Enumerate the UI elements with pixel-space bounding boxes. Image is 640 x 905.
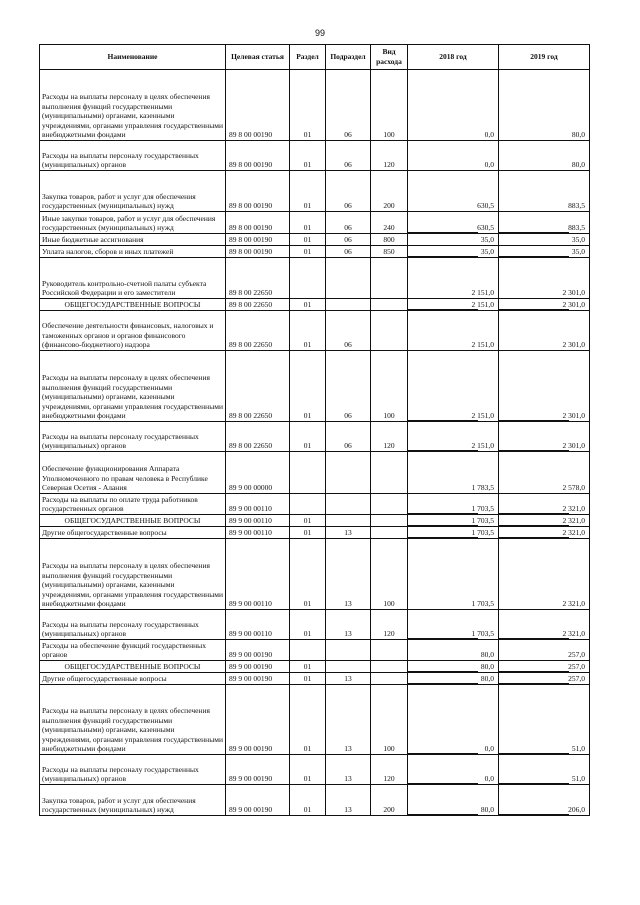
- table-row: [40, 515, 590, 527]
- name-cell: Расходы на выплаты персоналу в целях обеспечения выполнения функций государственными (муниципальными) органами, казенными учреждениями, органами управления государственными внебюджетными фондами: [40, 351, 226, 422]
- expense-type-cell: 200: [371, 171, 408, 212]
- subsection-cell: [326, 452, 371, 494]
- target-cell: 89 8 00 22650: [226, 351, 290, 422]
- name-cell: Обеспечение функционирования Аппарата Уполномоченного по правам человека в Республике Северная Осетия - Алания: [40, 452, 226, 494]
- amount-2018-cell: 80,0: [408, 661, 499, 673]
- amount-2018-cell: 80,0: [408, 673, 499, 685]
- table-row: [40, 755, 590, 785]
- amount-2019-cell: 2 301,0: [499, 351, 590, 422]
- table-row: [40, 610, 590, 640]
- name-cell: ОБЩЕГОСУДАРСТВЕННЫЕ ВОПРОСЫ: [40, 661, 226, 673]
- amount-2019-cell: 2 321,0: [499, 539, 590, 610]
- section-cell: 01: [290, 70, 326, 141]
- target-cell: 89 9 00 00190: [226, 661, 290, 673]
- budget-table: [39, 44, 590, 816]
- subsection-cell: 06: [326, 311, 371, 351]
- target-cell: 89 9 00 00110: [226, 494, 290, 515]
- target-cell: 89 8 00 00190: [226, 141, 290, 171]
- amount-2018-cell: 2 151,0: [408, 422, 499, 452]
- section-cell: 01: [290, 422, 326, 452]
- table-row: [40, 785, 590, 816]
- amount-2019-cell: 35,0: [499, 246, 590, 258]
- target-cell: 89 9 00 00110: [226, 610, 290, 640]
- amount-2019-cell: 257,0: [499, 673, 590, 685]
- section-cell: 01: [290, 515, 326, 527]
- amount-2018-cell: 0,0: [408, 685, 499, 755]
- table-row: [40, 494, 590, 515]
- name-cell: Расходы на выплаты персоналу государственных (муниципальных) органов: [40, 141, 226, 171]
- table-row: [40, 640, 590, 661]
- column-header-target: Целевая статья: [226, 45, 290, 70]
- table-row: [40, 422, 590, 452]
- amount-2018-cell: 2 151,0: [408, 351, 499, 422]
- table-row: [40, 141, 590, 171]
- expense-type-cell: [371, 640, 408, 661]
- table-row: [40, 246, 590, 258]
- subsection-cell: 13: [326, 673, 371, 685]
- table-row: [40, 311, 590, 351]
- amount-2019-cell: 51,0: [499, 755, 590, 785]
- column-header-expense-type: Вид расхода: [371, 45, 408, 70]
- subsection-cell: 06: [326, 234, 371, 246]
- subsection-cell: 13: [326, 685, 371, 755]
- column-header-section: Раздел: [290, 45, 326, 70]
- subsection-cell: 13: [326, 539, 371, 610]
- amount-2018-cell: 2 151,0: [408, 258, 499, 299]
- expense-type-cell: [371, 661, 408, 673]
- amount-2019-cell: 2 321,0: [499, 610, 590, 640]
- section-cell: [290, 258, 326, 299]
- expense-type-cell: 100: [371, 70, 408, 141]
- subsection-cell: 06: [326, 171, 371, 212]
- expense-type-cell: [371, 673, 408, 685]
- name-cell: ОБЩЕГОСУДАРСТВЕННЫЕ ВОПРОСЫ: [40, 299, 226, 311]
- target-cell: 89 9 00 00000: [226, 452, 290, 494]
- amount-2019-cell: 2 301,0: [499, 299, 590, 311]
- amount-2018-cell: 1 703,5: [408, 539, 499, 610]
- amount-2018-cell: 2 151,0: [408, 299, 499, 311]
- table-row: [40, 70, 590, 141]
- column-header-2018: 2018 год: [408, 45, 499, 70]
- amount-2019-cell: 2 321,0: [499, 494, 590, 515]
- target-cell: 89 9 00 00190: [226, 755, 290, 785]
- section-cell: 01: [290, 234, 326, 246]
- table-row: [40, 539, 590, 610]
- name-cell: Расходы на выплаты персоналу в целях обеспечения выполнения функций государственными (муниципальными) органами, казенными учреждениями, органами управления государственными внебюджетными фондами: [40, 539, 226, 610]
- amount-2019-cell: 51,0: [499, 685, 590, 755]
- name-cell: Другие общегосударственные вопросы: [40, 527, 226, 539]
- section-cell: 01: [290, 246, 326, 258]
- table-row: [40, 685, 590, 755]
- subsection-cell: 06: [326, 246, 371, 258]
- target-cell: 89 9 00 00190: [226, 685, 290, 755]
- table-row: [40, 234, 590, 246]
- name-cell: Расходы на выплаты по оплате труда работников государственных органов: [40, 494, 226, 515]
- expense-type-cell: 100: [371, 351, 408, 422]
- expense-type-cell: 200: [371, 785, 408, 816]
- amount-2019-cell: 2 301,0: [499, 258, 590, 299]
- table-row: [40, 171, 590, 212]
- section-cell: 01: [290, 212, 326, 234]
- amount-2018-cell: 0,0: [408, 755, 499, 785]
- section-cell: 01: [290, 755, 326, 785]
- subsection-cell: 13: [326, 527, 371, 539]
- section-cell: 01: [290, 610, 326, 640]
- subsection-cell: 06: [326, 70, 371, 141]
- expense-type-cell: 100: [371, 685, 408, 755]
- amount-2018-cell: 0,0: [408, 141, 499, 171]
- expense-type-cell: 100: [371, 539, 408, 610]
- target-cell: 89 8 00 22650: [226, 422, 290, 452]
- name-cell: Другие общегосударственные вопросы: [40, 673, 226, 685]
- target-cell: 89 9 00 00110: [226, 539, 290, 610]
- section-cell: 01: [290, 351, 326, 422]
- column-header-2019: 2019 год: [499, 45, 590, 70]
- expense-type-cell: 120: [371, 755, 408, 785]
- subsection-cell: [326, 494, 371, 515]
- expense-type-cell: [371, 299, 408, 311]
- target-cell: 89 8 00 00190: [226, 70, 290, 141]
- table-row: [40, 351, 590, 422]
- expense-type-cell: 120: [371, 610, 408, 640]
- amount-2019-cell: 35,0: [499, 234, 590, 246]
- table-row: [40, 452, 590, 494]
- subsection-cell: [326, 515, 371, 527]
- subsection-cell: 06: [326, 212, 371, 234]
- name-cell: Иные бюджетные ассигнования: [40, 234, 226, 246]
- amount-2019-cell: 2 301,0: [499, 422, 590, 452]
- target-cell: 89 8 00 22650: [226, 299, 290, 311]
- table-body: [40, 70, 590, 816]
- subsection-cell: [326, 661, 371, 673]
- section-cell: [290, 494, 326, 515]
- target-cell: 89 9 00 00190: [226, 785, 290, 816]
- amount-2019-cell: 2 301,0: [499, 311, 590, 351]
- section-cell: 01: [290, 785, 326, 816]
- section-cell: [290, 452, 326, 494]
- section-cell: 01: [290, 171, 326, 212]
- name-cell: Расходы на выплаты персоналу в целях обеспечения выполнения функций государственными (муниципальными) органами, казенными учреждениями, органами управления государственными внебюджетными фондами: [40, 685, 226, 755]
- name-cell: Иные закупки товаров, работ и услуг для обеспечения государственных (муниципальных) нужд: [40, 212, 226, 234]
- section-cell: 01: [290, 527, 326, 539]
- amount-2018-cell: 630,5: [408, 212, 499, 234]
- amount-2018-cell: 80,0: [408, 785, 499, 816]
- subsection-cell: 13: [326, 610, 371, 640]
- target-cell: 89 8 00 00190: [226, 171, 290, 212]
- table-row: [40, 673, 590, 685]
- section-cell: 01: [290, 311, 326, 351]
- amount-2019-cell: 2 321,0: [499, 515, 590, 527]
- amount-2018-cell: 35,0: [408, 246, 499, 258]
- name-cell: Закупка товаров, работ и услуг для обеспечения государственных (муниципальных) нужд: [40, 171, 226, 212]
- target-cell: 89 8 00 22650: [226, 311, 290, 351]
- target-cell: 89 8 00 22650: [226, 258, 290, 299]
- name-cell: Руководитель контрольно-счетной палаты субъекта Российской Федерации и его заместители: [40, 258, 226, 299]
- amount-2018-cell: 0,0: [408, 70, 499, 141]
- name-cell: Расходы на выплаты персоналу в целях обеспечения выполнения функций государственными (муниципальными) органами, казенными учреждениями, органами управления государственными внебюджетными фондами: [40, 70, 226, 141]
- amount-2019-cell: 257,0: [499, 640, 590, 661]
- section-cell: [290, 640, 326, 661]
- section-cell: 01: [290, 685, 326, 755]
- amount-2019-cell: 883,5: [499, 171, 590, 212]
- column-header-name: Наименование: [40, 45, 226, 70]
- amount-2019-cell: 883,5: [499, 212, 590, 234]
- target-cell: 89 9 00 00110: [226, 527, 290, 539]
- name-cell: Расходы на выплаты персоналу государственных (муниципальных) органов: [40, 422, 226, 452]
- expense-type-cell: 850: [371, 246, 408, 258]
- amount-2018-cell: 2 151,0: [408, 311, 499, 351]
- amount-2019-cell: 80,0: [499, 141, 590, 171]
- name-cell: Обеспечение деятельности финансовых, налоговых и таможенных органов и органов финансового (финансово-бюджетного) надзора: [40, 311, 226, 351]
- subsection-cell: 13: [326, 785, 371, 816]
- section-cell: 01: [290, 299, 326, 311]
- target-cell: 89 8 00 00190: [226, 212, 290, 234]
- target-cell: 89 9 00 00110: [226, 515, 290, 527]
- expense-type-cell: [371, 311, 408, 351]
- amount-2019-cell: 2 321,0: [499, 527, 590, 539]
- expense-type-cell: [371, 494, 408, 515]
- subsection-cell: 06: [326, 422, 371, 452]
- name-cell: Расходы на выплаты персоналу государственных (муниципальных) органов: [40, 755, 226, 785]
- expense-type-cell: [371, 527, 408, 539]
- expense-type-cell: [371, 515, 408, 527]
- target-cell: 89 8 00 00190: [226, 234, 290, 246]
- subsection-cell: 13: [326, 755, 371, 785]
- subsection-cell: [326, 258, 371, 299]
- table-row: [40, 212, 590, 234]
- expense-type-cell: [371, 452, 408, 494]
- amount-2019-cell: 2 578,0: [499, 452, 590, 494]
- amount-2018-cell: 35,0: [408, 234, 499, 246]
- amount-2018-cell: 80,0: [408, 640, 499, 661]
- amount-2018-cell: 1 703,5: [408, 527, 499, 539]
- amount-2018-cell: 1 703,5: [408, 610, 499, 640]
- name-cell: Расходы на обеспечение функций государственных органов: [40, 640, 226, 661]
- subsection-cell: 06: [326, 351, 371, 422]
- amount-2018-cell: 1 783,5: [408, 452, 499, 494]
- table-row: [40, 258, 590, 299]
- name-cell: ОБЩЕГОСУДАРСТВЕННЫЕ ВОПРОСЫ: [40, 515, 226, 527]
- name-cell: Расходы на выплаты персоналу государственных (муниципальных) органов: [40, 610, 226, 640]
- name-cell: Закупка товаров, работ и услуг для обеспечения государственных (муниципальных) нужд: [40, 785, 226, 816]
- expense-type-cell: 120: [371, 422, 408, 452]
- page-number: 99: [314, 28, 325, 38]
- amount-2018-cell: 1 703,5: [408, 494, 499, 515]
- amount-2018-cell: 1 703,5: [408, 515, 499, 527]
- table-row: [40, 661, 590, 673]
- section-cell: 01: [290, 673, 326, 685]
- subsection-cell: 06: [326, 141, 371, 171]
- subsection-cell: [326, 640, 371, 661]
- expense-type-cell: 120: [371, 141, 408, 171]
- expense-type-cell: 240: [371, 212, 408, 234]
- expense-type-cell: [371, 258, 408, 299]
- table-header-row: [40, 45, 590, 70]
- target-cell: 89 9 00 00190: [226, 640, 290, 661]
- amount-2019-cell: 206,0: [499, 785, 590, 816]
- amount-2018-cell: 630,5: [408, 171, 499, 212]
- column-header-subsection: Подраздел: [326, 45, 371, 70]
- section-cell: 01: [290, 661, 326, 673]
- table-row: [40, 527, 590, 539]
- amount-2019-cell: 80,0: [499, 70, 590, 141]
- target-cell: 89 8 00 00190: [226, 246, 290, 258]
- section-cell: 01: [290, 539, 326, 610]
- expense-type-cell: 800: [371, 234, 408, 246]
- target-cell: 89 9 00 00190: [226, 673, 290, 685]
- table-row: [40, 299, 590, 311]
- subsection-cell: [326, 299, 371, 311]
- section-cell: 01: [290, 141, 326, 171]
- amount-2019-cell: 257,0: [499, 661, 590, 673]
- name-cell: Уплата налогов, сборов и иных платежей: [40, 246, 226, 258]
